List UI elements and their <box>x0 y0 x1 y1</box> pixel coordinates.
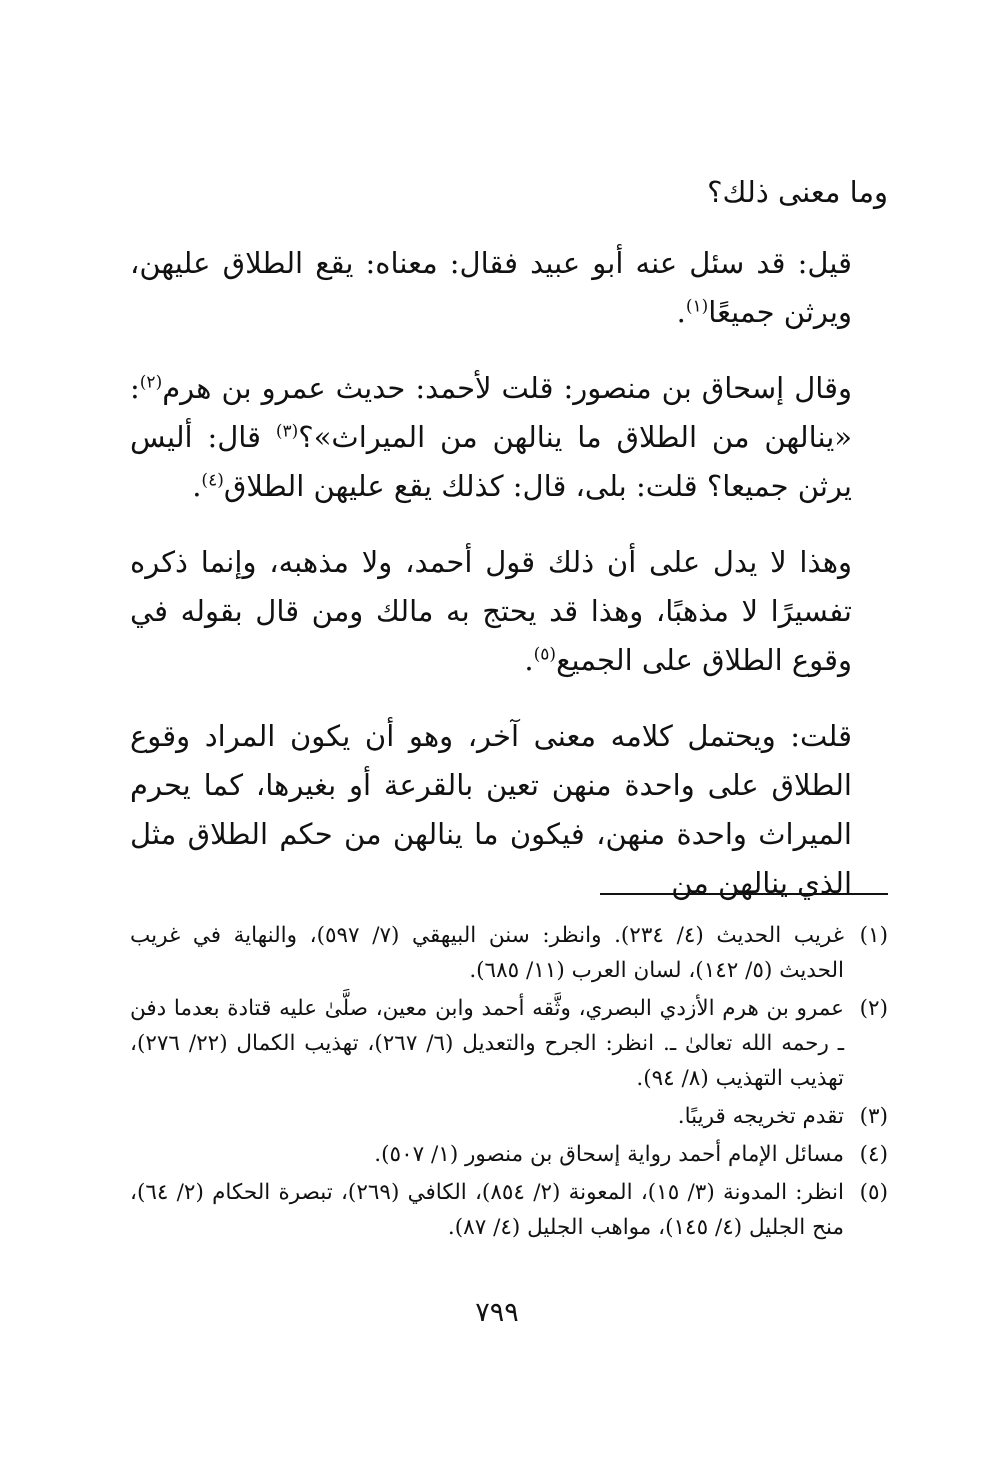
footnote-number: (٢) <box>859 996 888 1021</box>
footnote-text: تقدم تخريجه قريبًا. <box>677 1104 844 1129</box>
paragraph-interpretation <box>130 538 888 685</box>
main-text <box>130 168 888 908</box>
paragraph-end: . <box>676 295 686 329</box>
paragraph-text: وما معنى ذلك؟ <box>707 175 888 209</box>
footnote-text: مسائل الإمام أحمد رواية إسحاق بن منصور (١/ ٥٠٧). <box>374 1142 844 1167</box>
footnotes-section <box>130 918 888 1248</box>
paragraph-question <box>130 168 888 217</box>
footnote-number: (٣) <box>859 1104 888 1129</box>
footnote-number: (٤) <box>859 1142 888 1167</box>
footnote-ref[interactable]: (٢) <box>139 372 163 393</box>
footnote-ref[interactable]: (١) <box>685 296 709 317</box>
paragraph-text: قيل: قد سئل عنه أبو عبيد فقال: معناه: يقع الطلاق عليهن، ويرثن جميعًا <box>130 246 852 329</box>
paragraph-another-meaning <box>130 712 888 908</box>
footnote-text: عمرو بن هرم الأزدي البصري، وثَّقه أحمد وابن معين، صلَّىٰ عليه قتادة بعدما دفن ـ رحمه الله تعالىٰ ـ. انظر: الجرح والتعديل (٦/ ٢٦٧)، تهذيب الكمال (٢٢/ ٢٧٦)، تهذيب التهذيب (٨/ ٩٤). <box>130 996 844 1091</box>
footnote-divider <box>600 893 888 895</box>
footnote-text: انظر: المدونة (٣/ ١٥)، المعونة (٢/ ٨٥٤)، الكافي (٢٦٩)، تبصرة الحكام (٢/ ٦٤)، منح الجليل (٤/ ١٤٥)، مواهب الجليل (٤/ ٨٧). <box>130 1180 845 1240</box>
footnote-number: (١) <box>859 923 888 948</box>
paragraph-text: وقال إسحاق بن منصور: قلت لأحمد: حديث عمرو بن هرم <box>162 371 852 405</box>
footnote-item <box>130 991 888 1096</box>
footnote-item <box>130 1175 888 1245</box>
footnote-item <box>130 1099 888 1134</box>
footnote-ref[interactable]: (٤) <box>201 470 224 491</box>
paragraph-text: وهذا لا يدل على أن ذلك قول أحمد، ولا مذهبه، وإنما ذكره تفسيرًا لا مذهبًا، وهذا قد يحتج به مالك ومن قال بقوله في وقوع الطلاق على الجميع <box>130 545 852 677</box>
footnote-number: (٥) <box>859 1180 888 1205</box>
footnote-item <box>130 918 888 988</box>
paragraph-text: قال: أليس يرثن جميعا؟ قلت: بلى، قال: كذلك يقع عليهن الطلاق <box>130 420 852 503</box>
paragraph-text: قلت: ويحتمل كلامه معنى آخر، وهو أن يكون المراد وقوع الطلاق على واحدة منهن تعين بالقرعة أو بغيرها، كما يحرم الميراث واحدة منهن، فيكون ما ينالهن من حكم الطلاق مثل الذي ينالهن من <box>130 719 852 900</box>
footnote-ref[interactable]: (٣) <box>275 421 299 442</box>
footnote-item <box>130 1137 888 1172</box>
paragraph-end: . <box>192 469 202 503</box>
paragraph-end: . <box>524 643 534 677</box>
footnote-text: غريب الحديث (٤/ ٢٣٤). وانظر: سنن البيهقي (٧/ ٥٩٧)، والنهاية في غريب الحديث (٥/ ١٤٢)، لسان العرب (١١/ ٦٨٥). <box>130 923 845 983</box>
page-number: ٧٩٩ <box>475 1297 519 1328</box>
paragraph-text: : «ينالهن من الطلاق ما ينالهن من الميراث»؟ <box>130 371 853 454</box>
paragraph-ishaq <box>130 364 888 511</box>
paragraph-abu-ubayd <box>130 239 888 337</box>
footnote-ref[interactable]: (٥) <box>533 644 557 665</box>
